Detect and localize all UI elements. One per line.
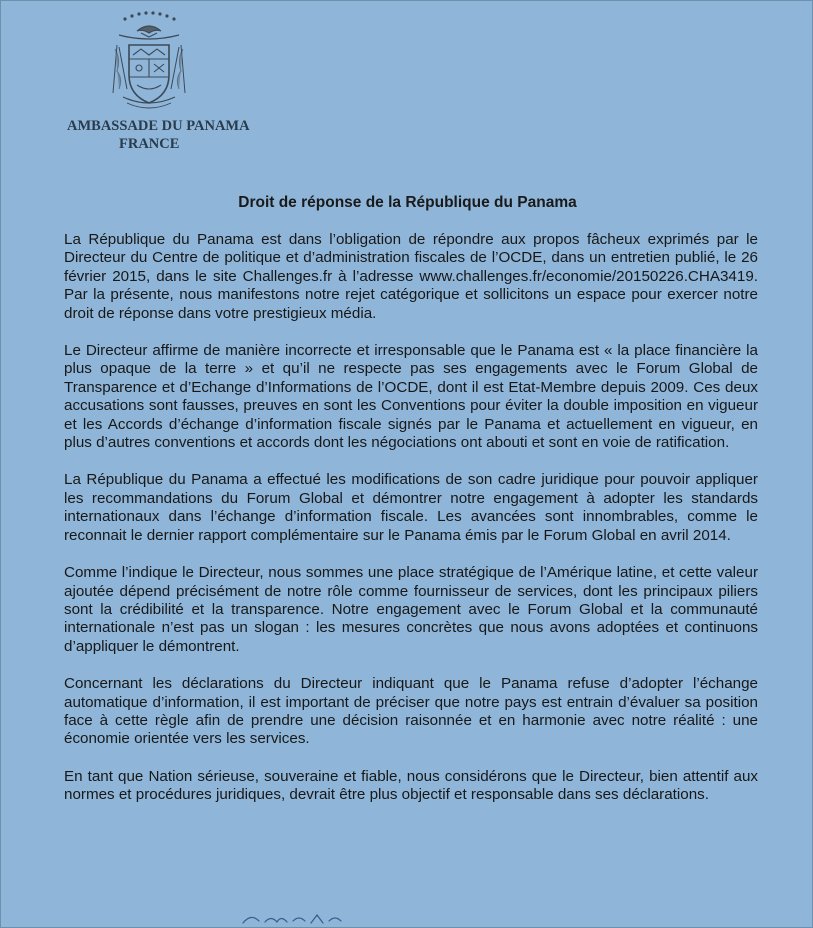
embassy-name: AMBASSADE DU PANAMA [67, 118, 250, 134]
document-title: Droit de réponse de la République du Panama [238, 194, 577, 211]
paragraph: En tant que Nation sérieuse, souveraine et fiable, nous considérons que le Directeur, bien attentif aux normes et procédures juridiques, devrait être plus objectif et responsable dans ses déclarations. [64, 767, 758, 804]
paragraph: La République du Panama a effectué les modifications de son cadre juridique pour pouvoir appliquer les recommandations du Forum Global et démontrer notre engagement à adopter les standards internationaux dans l’échange d’information fiscale. Les avancées sont innombrables, comme le reconnait le dernier rapport complémentaire sur le Panama émis par le Forum Global en avril 2014. [64, 471, 758, 544]
paragraph: Concernant les déclarations du Directeur indiquant que le Panama refuse d’adopter l’échange automatique d’information, il est important de préciser que notre pays est entrain d’évaluer sa position face à cette règle afin de prendre une décision raisonnée et en harmonie avec notre réalité : une économie orientée vers les services. [64, 675, 758, 748]
handwritten-stamp-mark [237, 907, 357, 928]
panama-coat-of-arms-icon [109, 9, 189, 113]
document-body [64, 231, 758, 824]
paragraph: La République du Panama est dans l’obligation de répondre aux propos fâcheux exprimés par le Directeur du Centre de politique et d’administration fiscales de l’OCDE, dans un entretien publié, le 26 février 2015, dans le site Challenges.fr à l’adresse www.challenges.fr/economie/20150226.CHA3419. Par la présente, nous manifestons notre rejet catégorique et sollicitons un espace pour exercer notre droit de réponse dans votre prestigieux média. [64, 231, 758, 322]
embassy-letterhead [67, 117, 267, 153]
paragraph: Comme l’indique le Directeur, nous sommes une place stratégique de l’Amérique latine, et cette valeur ajoutée dépend précisément de notre rôle comme fournisseur de services, dont les principaux piliers sont la crédibilité et la transparence. Notre engagement avec le Forum Global et la communauté internationale n’est pas un slogan : les mesures concrètes que nous avons adoptées et continuons d’appliquer le démontrent. [64, 564, 758, 655]
paragraph: Le Directeur affirme de manière incorrecte et irresponsable que le Panama est « la place financière la plus opaque de la terre » et qu’il ne respecte pas ses engagements avec le Forum Global de Transparence et d’Echange d’Informations de l’OCDE, dont il est Etat-Membre depuis 2009. Ces deux accusations sont fausses, preuves en sont les Conventions pour éviter la double imposition en vigueur et les Accords d’échange d’information fiscale signés par le Panama et actuellement en vigueur, en plus d’autres conventions et accords dont les négociations ont abouti et sont en voie de ratification. [64, 342, 758, 452]
embassy-country: FRANCE [119, 136, 180, 152]
